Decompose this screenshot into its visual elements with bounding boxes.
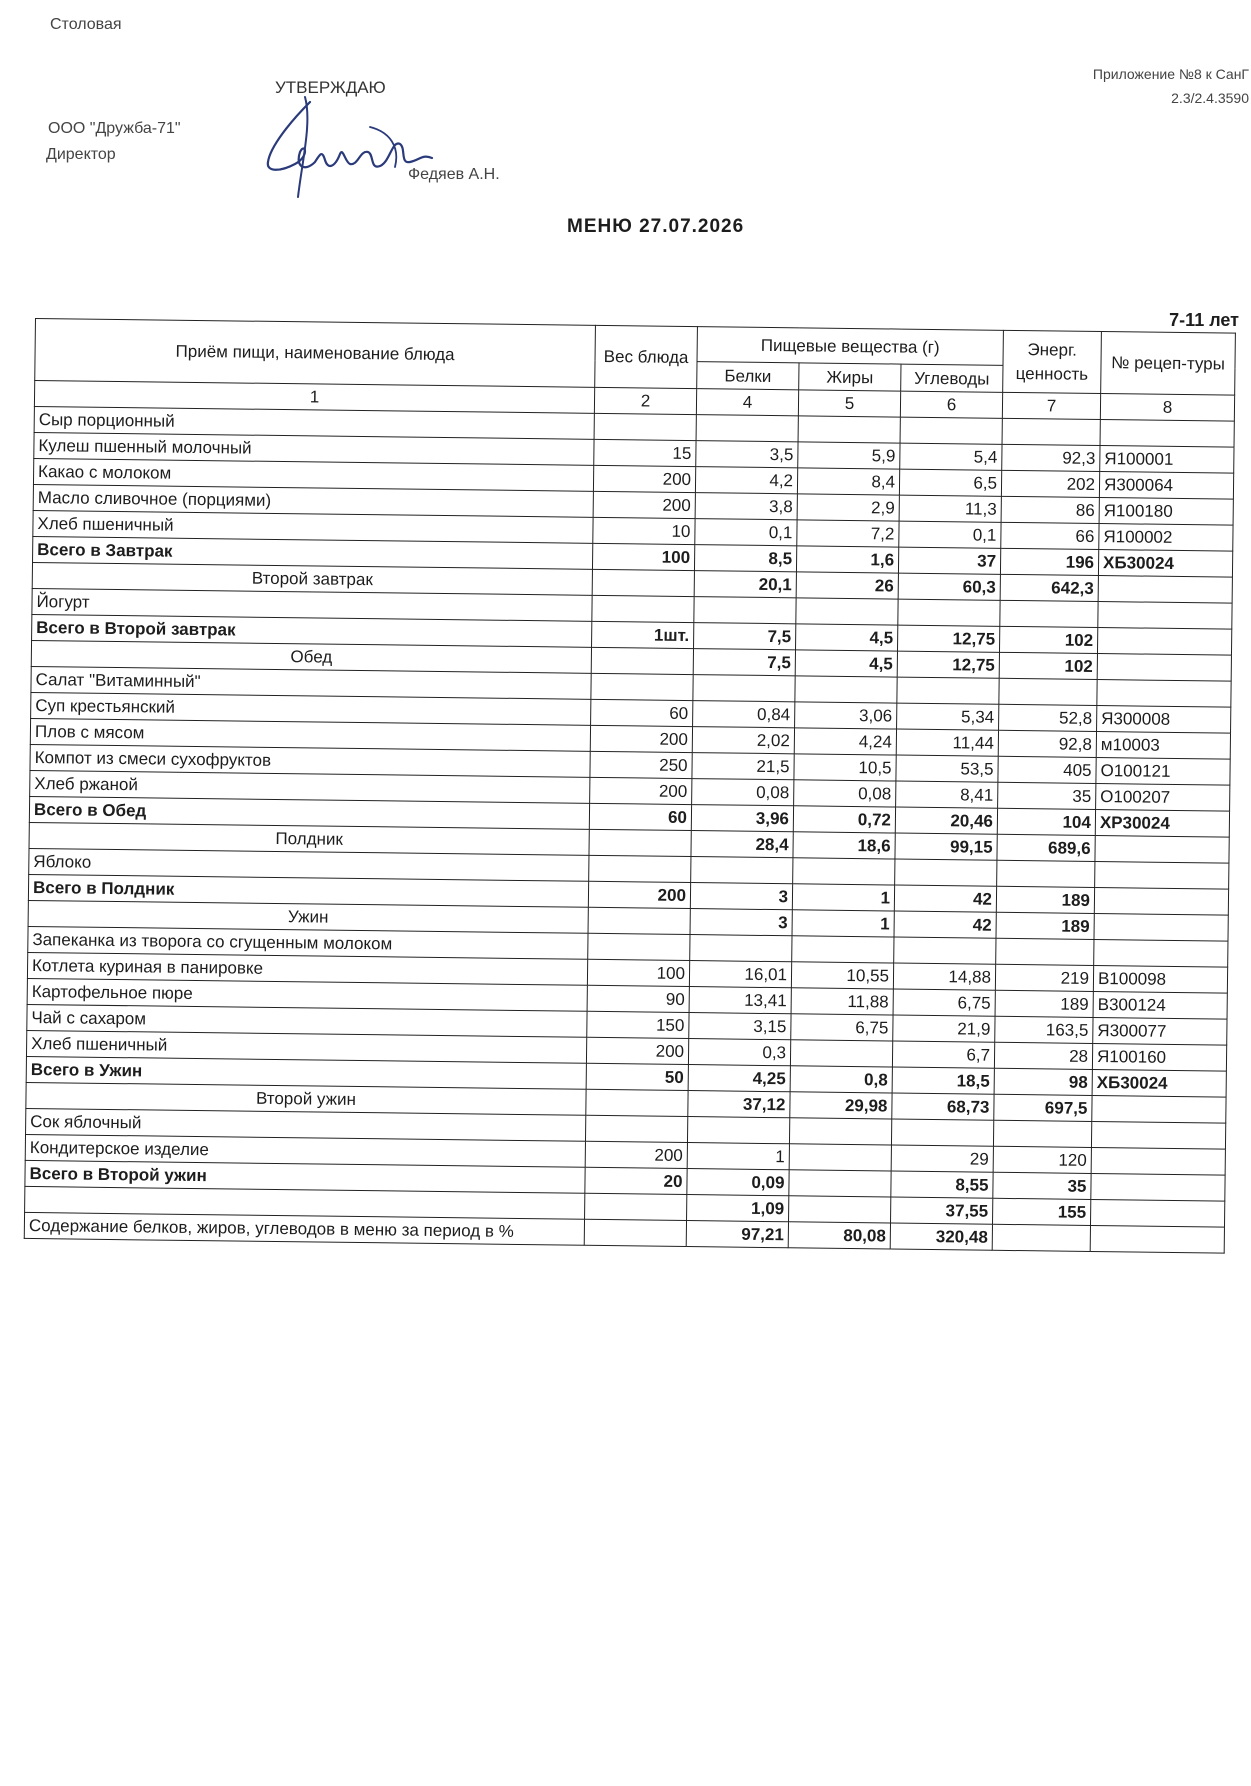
protein-cell: 4,25 [688, 1065, 790, 1092]
recipe-cell: В100098 [1093, 965, 1227, 993]
weight-cell: 200 [593, 491, 695, 518]
header-protein: Белки [697, 362, 799, 390]
fat-cell: 4,5 [795, 650, 897, 677]
header-recipe: № рецеп-туры [1101, 332, 1236, 396]
fat-cell: 0,72 [793, 806, 895, 833]
weight-cell: 60 [591, 699, 693, 726]
protein-cell: 0,09 [687, 1169, 789, 1196]
dish-name-cell: Чай с сахаром [27, 1004, 587, 1037]
dish-name-cell: Второй ужин [26, 1082, 586, 1115]
energy-cell: 35 [993, 1172, 1091, 1199]
recipe-cell [1098, 602, 1232, 630]
carbs-cell: 11,44 [896, 729, 998, 756]
index-cell: 5 [798, 390, 900, 417]
fat-cell [789, 1170, 891, 1197]
carbs-cell: 37,55 [891, 1197, 993, 1224]
weight-cell [592, 595, 694, 622]
weight-cell: 100 [592, 543, 694, 570]
fat-cell: 1 [792, 910, 894, 937]
fat-cell: 29,98 [790, 1092, 892, 1119]
protein-cell [693, 675, 795, 702]
dish-name-cell: Содержание белков, жиров, углеводов в меню за период в % [24, 1212, 584, 1245]
weight-cell: 200 [593, 465, 695, 492]
weight-cell: 100 [587, 959, 689, 986]
energy-cell: 405 [998, 756, 1096, 783]
recipe-cell [1100, 420, 1234, 448]
dish-name-cell: Всего в Полдник [28, 874, 588, 907]
protein-cell: 0,1 [695, 519, 797, 546]
fat-cell: 80,08 [788, 1222, 890, 1249]
weight-cell [585, 1115, 687, 1142]
fat-cell: 0,08 [794, 780, 896, 807]
carbs-cell: 6,7 [892, 1041, 994, 1068]
recipe-cell: Я100160 [1092, 1043, 1226, 1071]
energy-cell: 189 [996, 886, 1094, 913]
header-carbs: Углеводы [901, 364, 1003, 392]
recipe-cell: ХР30024 [1095, 809, 1229, 837]
weight-cell: 200 [590, 725, 692, 752]
recipe-cell: Я100180 [1099, 498, 1233, 526]
protein-cell: 0,3 [688, 1039, 790, 1066]
recipe-cell: Я100001 [1100, 446, 1234, 474]
fat-cell: 8,4 [797, 468, 899, 495]
recipe-cell: О100207 [1096, 783, 1230, 811]
carbs-cell [900, 417, 1002, 444]
fat-cell: 5,9 [798, 442, 900, 469]
energy-cell: 104 [997, 808, 1095, 835]
fat-cell [789, 1118, 891, 1145]
fat-cell: 0,8 [790, 1066, 892, 1093]
carbs-cell: 18,5 [892, 1067, 994, 1094]
fat-cell: 2,9 [797, 494, 899, 521]
energy-cell: 689,6 [997, 834, 1095, 861]
energy-cell: 189 [996, 912, 1094, 939]
energy-cell: 155 [992, 1198, 1090, 1225]
dish-name-cell: Компот из смеси сухофруктов [30, 744, 590, 777]
dish-name-cell: Котлета куриная в панировке [27, 952, 587, 985]
energy-cell: 98 [994, 1068, 1092, 1095]
energy-cell: 52,8 [999, 704, 1097, 731]
weight-cell [594, 413, 696, 440]
weight-cell [588, 907, 690, 934]
carbs-cell: 60,3 [898, 573, 1000, 600]
energy-cell [997, 860, 1095, 887]
weight-cell [589, 855, 691, 882]
dish-name-cell: Обед [31, 640, 591, 673]
header-meal-name: Приём пищи, наименование блюда [35, 319, 596, 388]
dish-name-cell: Какао с молоком [33, 458, 593, 491]
fat-cell: 6,75 [791, 1014, 893, 1041]
dish-name-cell: Сыр порционный [34, 406, 594, 439]
dish-name-cell: Всего в Обед [29, 796, 589, 829]
dish-name-cell: Хлеб пшеничный [26, 1030, 586, 1063]
recipe-cell [1091, 1147, 1225, 1175]
signer-name: Федяев А.Н. [408, 166, 500, 183]
protein-cell [687, 1117, 789, 1144]
fat-cell [789, 1144, 891, 1171]
appendix-line2: 2.3/2.4.3590 [1171, 90, 1249, 106]
recipe-cell: ХБ30024 [1092, 1069, 1226, 1097]
recipe-cell [1098, 576, 1232, 604]
recipe-cell: Я300008 [1097, 706, 1231, 734]
carbs-cell: 11,3 [899, 495, 1001, 522]
carbs-cell: 99,15 [895, 833, 997, 860]
fat-cell: 4,5 [796, 624, 898, 651]
protein-cell [696, 415, 798, 442]
protein-cell: 7,5 [693, 649, 795, 676]
dish-name-cell: Всего в Второй завтрак [32, 614, 592, 647]
table-header-row [35, 319, 1235, 369]
weight-cell: 10 [593, 517, 695, 544]
carbs-cell: 8,55 [891, 1171, 993, 1198]
energy-cell: 66 [1001, 522, 1099, 549]
energy-cell: 697,5 [994, 1094, 1092, 1121]
weight-cell: 200 [590, 777, 692, 804]
dish-name-cell: Картофельное пюре [27, 978, 587, 1011]
index-cell: 7 [1002, 392, 1100, 419]
signature-image [250, 92, 450, 202]
energy-cell [1002, 418, 1100, 445]
index-cell: 4 [696, 389, 798, 416]
dish-name-cell: Всего в Второй ужин [25, 1160, 585, 1193]
protein-cell: 28,4 [691, 831, 793, 858]
index-cell: 6 [900, 391, 1002, 418]
dish-name-cell: Полдник [29, 822, 589, 855]
weight-cell [585, 1193, 687, 1220]
energy-cell: 35 [998, 782, 1096, 809]
protein-cell: 7,5 [694, 623, 796, 650]
weight-cell: 200 [588, 881, 690, 908]
energy-cell: 102 [999, 652, 1097, 679]
carbs-cell: 14,88 [893, 963, 995, 990]
fat-cell: 11,88 [791, 988, 893, 1015]
protein-cell [694, 597, 796, 624]
dish-name-cell: Кондитерское изделие [25, 1134, 585, 1167]
position-label: Директор [46, 146, 116, 163]
carbs-cell [894, 937, 996, 964]
fat-cell [795, 676, 897, 703]
org-name: Столовая [50, 16, 122, 33]
recipe-cell: О100121 [1096, 757, 1230, 785]
dish-name-cell: Второй завтрак [32, 562, 592, 595]
carbs-cell [898, 599, 1000, 626]
weight-cell [588, 933, 690, 960]
index-cell: 2 [594, 387, 696, 414]
fat-cell [798, 416, 900, 443]
approve-label: УТВЕРЖДАЮ [275, 78, 386, 97]
energy-cell: 102 [999, 626, 1097, 653]
fat-cell: 7,2 [797, 520, 899, 547]
protein-cell [691, 857, 793, 884]
index-cell: 8 [1100, 394, 1234, 422]
carbs-cell: 12,75 [897, 625, 999, 652]
index-cell: 1 [34, 381, 594, 414]
carbs-cell: 37 [898, 547, 1000, 574]
fat-cell: 10,55 [791, 962, 893, 989]
protein-cell: 8,5 [694, 545, 796, 572]
dish-name-cell: Кулеш пшенный молочный [34, 432, 594, 465]
carbs-cell: 6,75 [893, 989, 995, 1016]
energy-cell: 642,3 [1000, 574, 1098, 601]
energy-cell: 28 [994, 1042, 1092, 1069]
weight-cell [591, 673, 693, 700]
header-weight: Вес блюда [595, 325, 698, 388]
dish-name-cell: Хлеб пшеничный [33, 510, 593, 543]
fat-cell [796, 598, 898, 625]
dish-name-cell: Яблоко [29, 848, 589, 881]
fat-cell [789, 1196, 891, 1223]
carbs-cell [895, 859, 997, 886]
carbs-cell: 0,1 [899, 521, 1001, 548]
company-name: ООО "Дружба-71" [48, 120, 181, 137]
protein-cell: 3 [690, 883, 792, 910]
fat-cell: 18,6 [793, 832, 895, 859]
fat-cell: 26 [796, 572, 898, 599]
dish-name-cell: Запеканка из творога со сгущенным молоком [28, 926, 588, 959]
weight-cell: 50 [586, 1063, 688, 1090]
header-fat: Жиры [799, 363, 901, 391]
recipe-cell [1092, 1095, 1226, 1123]
carbs-cell: 21,9 [893, 1015, 995, 1042]
protein-cell: 13,41 [689, 987, 791, 1014]
recipe-cell [1090, 1199, 1224, 1227]
protein-cell: 3 [690, 909, 792, 936]
recipe-cell [1091, 1173, 1225, 1201]
recipe-cell [1091, 1121, 1225, 1149]
recipe-cell [1090, 1225, 1224, 1253]
fat-cell [792, 936, 894, 963]
energy-cell [1000, 600, 1098, 627]
fat-cell: 10,5 [794, 754, 896, 781]
weight-cell: 20 [585, 1167, 687, 1194]
energy-cell [999, 678, 1097, 705]
carbs-cell [897, 677, 999, 704]
protein-cell: 16,01 [689, 961, 791, 988]
recipe-cell [1097, 680, 1231, 708]
protein-cell: 4,2 [695, 467, 797, 494]
carbs-cell: 5,34 [897, 703, 999, 730]
menu-table [24, 318, 1236, 1254]
age-group: 7-11 лет [1169, 310, 1239, 330]
weight-cell: 200 [586, 1037, 688, 1064]
carbs-cell: 320,48 [890, 1223, 992, 1250]
carbs-cell: 42 [894, 885, 996, 912]
weight-cell: 200 [585, 1141, 687, 1168]
dish-name-cell: Салат "Витаминный" [31, 666, 591, 699]
energy-cell: 92,8 [998, 730, 1096, 757]
weight-cell [584, 1219, 686, 1246]
weight-cell [592, 569, 694, 596]
fat-cell: 1,6 [796, 546, 898, 573]
weight-cell: 150 [587, 1011, 689, 1038]
dish-name-cell: Йогурт [32, 588, 592, 621]
carbs-cell: 20,46 [895, 807, 997, 834]
energy-cell [996, 938, 1094, 965]
recipe-cell: Я100002 [1099, 524, 1233, 552]
dish-name-cell: Плов с мясом [30, 718, 590, 751]
recipe-cell [1094, 913, 1228, 941]
energy-cell: 202 [1001, 470, 1099, 497]
energy-cell: 86 [1001, 496, 1099, 523]
protein-cell: 97,21 [686, 1221, 788, 1248]
dish-name-cell: Масло сливочное (порциями) [33, 484, 593, 517]
carbs-cell: 42 [894, 911, 996, 938]
carbs-cell: 5,4 [900, 443, 1002, 470]
fat-cell: 1 [792, 884, 894, 911]
recipe-cell [1094, 939, 1228, 967]
protein-cell: 3,5 [696, 441, 798, 468]
energy-cell: 219 [995, 964, 1093, 991]
recipe-cell: Я300064 [1099, 472, 1233, 500]
weight-cell: 1шт. [592, 621, 694, 648]
fat-cell: 3,06 [795, 702, 897, 729]
recipe-cell [1097, 654, 1231, 682]
fat-cell [790, 1040, 892, 1067]
recipe-cell: В300124 [1093, 991, 1227, 1019]
weight-cell: 90 [587, 985, 689, 1012]
dish-name-cell: Ужин [28, 900, 588, 933]
protein-cell: 3,96 [691, 805, 793, 832]
carbs-cell [891, 1119, 993, 1146]
carbs-cell: 8,41 [896, 781, 998, 808]
recipe-cell [1095, 861, 1229, 889]
protein-cell: 1,09 [687, 1195, 789, 1222]
weight-cell [591, 647, 693, 674]
weight-cell: 250 [590, 751, 692, 778]
header-energy: Энерг. ценность [1003, 330, 1102, 393]
energy-cell: 189 [995, 990, 1093, 1017]
carbs-cell: 53,5 [896, 755, 998, 782]
recipe-cell [1097, 628, 1231, 656]
weight-cell: 60 [589, 803, 691, 830]
header-nutrients: Пищевые вещества (г) [697, 327, 1003, 366]
protein-cell: 1 [687, 1143, 789, 1170]
dish-name-cell: Всего в Завтрак [33, 536, 593, 569]
recipe-cell: м10003 [1096, 731, 1230, 759]
protein-cell [690, 935, 792, 962]
weight-cell [589, 829, 691, 856]
energy-cell [992, 1224, 1090, 1251]
dish-name-cell: Всего в Ужин [26, 1056, 586, 1089]
page-title: МЕНЮ 27.07.2026 [567, 216, 745, 237]
protein-cell: 3,15 [689, 1013, 791, 1040]
energy-cell [993, 1120, 1091, 1147]
dish-name-cell: Хлеб ржаной [30, 770, 590, 803]
recipe-cell: ХБ30024 [1098, 550, 1232, 578]
protein-cell: 37,12 [688, 1091, 790, 1118]
fat-cell: 4,24 [794, 728, 896, 755]
protein-cell: 21,5 [692, 753, 794, 780]
dish-name-cell: Суп крестьянский [31, 692, 591, 725]
recipe-cell [1094, 887, 1228, 915]
fat-cell [793, 858, 895, 885]
recipe-cell [1095, 835, 1229, 863]
dish-name-cell: Сок яблочный [26, 1108, 586, 1141]
recipe-cell: Я300077 [1093, 1017, 1227, 1045]
carbs-cell: 68,73 [892, 1093, 994, 1120]
protein-cell: 20,1 [694, 571, 796, 598]
protein-cell: 3,8 [695, 493, 797, 520]
energy-cell: 120 [993, 1146, 1091, 1173]
protein-cell: 2,02 [692, 727, 794, 754]
energy-cell: 196 [1000, 548, 1098, 575]
energy-cell: 92,3 [1002, 444, 1100, 471]
weight-cell: 15 [594, 439, 696, 466]
appendix-line1: Приложение №8 к СанГ [1092, 66, 1249, 82]
protein-cell: 0,84 [693, 701, 795, 728]
energy-cell: 163,5 [995, 1016, 1093, 1043]
carbs-cell: 12,75 [897, 651, 999, 678]
weight-cell [586, 1089, 688, 1116]
carbs-cell: 6,5 [899, 469, 1001, 496]
carbs-cell: 29 [891, 1145, 993, 1172]
protein-cell: 0,08 [692, 779, 794, 806]
